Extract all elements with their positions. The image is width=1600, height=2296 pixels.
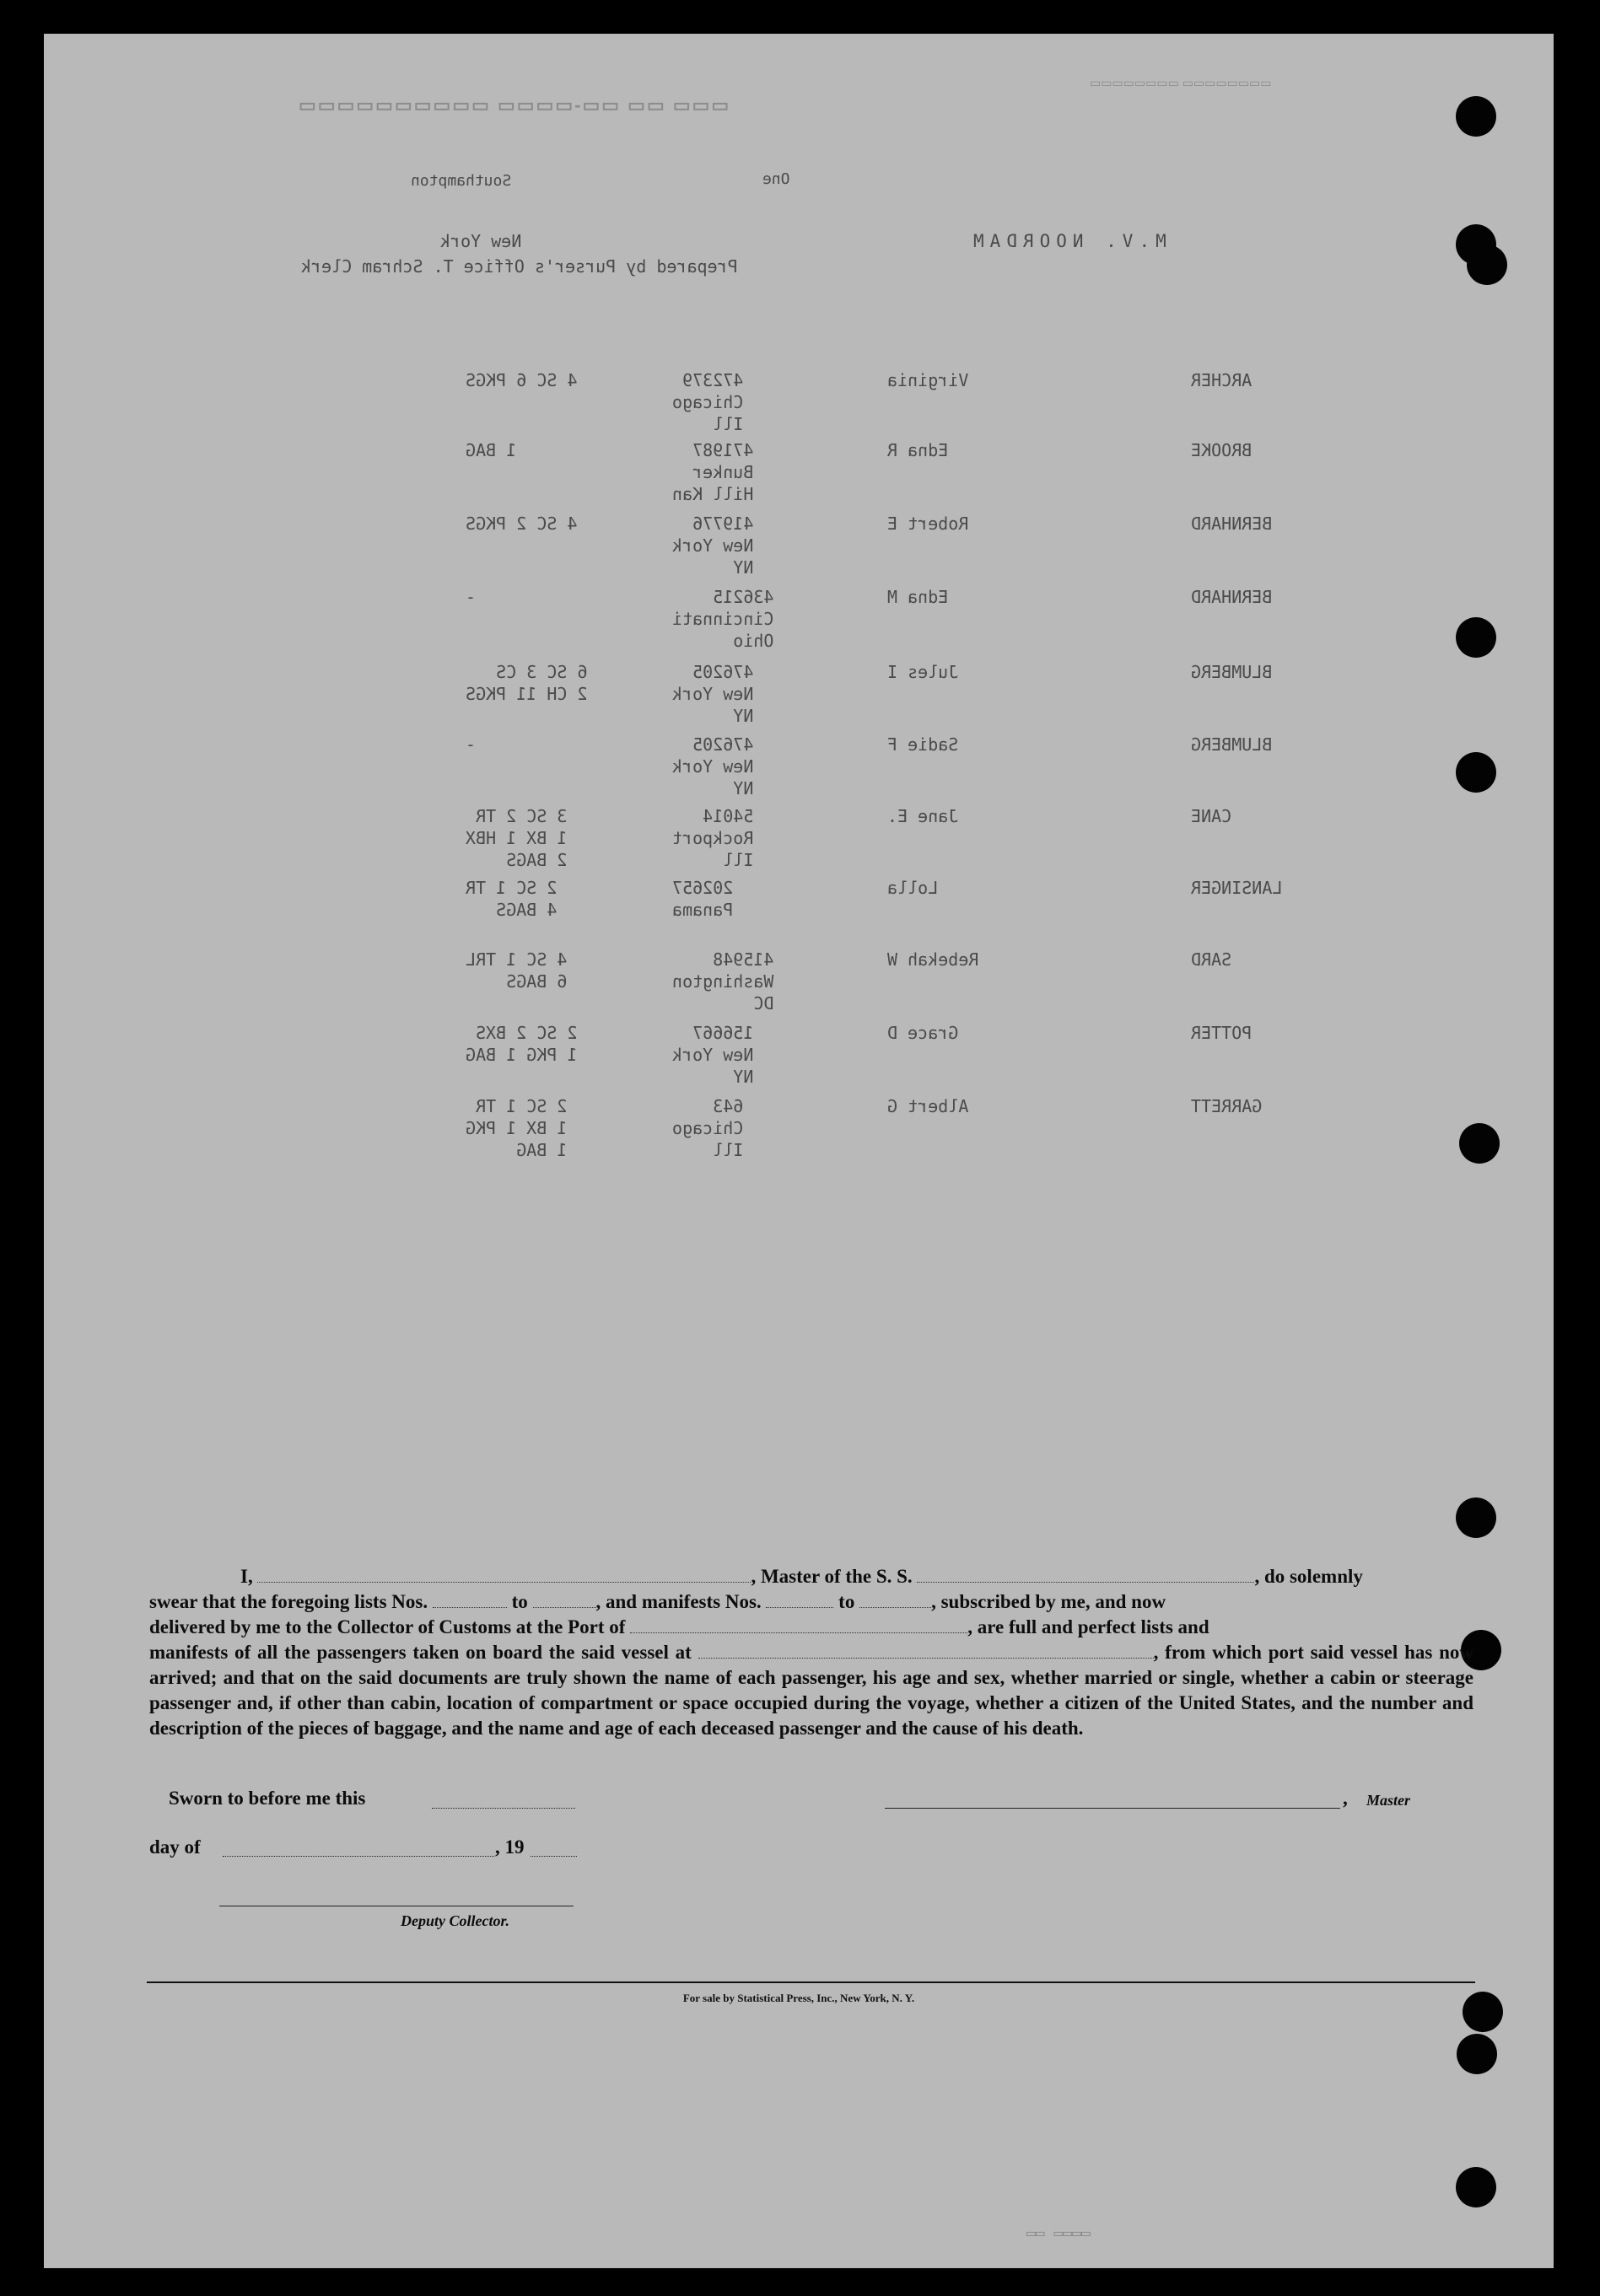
passenger-surname-line: POTTER bbox=[1191, 1023, 1253, 1043]
blank-manifest-from bbox=[766, 1590, 833, 1608]
passenger-given-name-line: Jane E. bbox=[887, 806, 959, 826]
hole-punch bbox=[1456, 2167, 1496, 2207]
passenger-baggage bbox=[466, 439, 516, 461]
passenger-baggage bbox=[466, 586, 476, 608]
passenger-given-name-line: Grace D bbox=[887, 1023, 959, 1043]
passenger-residence: Cincinnati bbox=[672, 609, 774, 629]
passenger-surname-line: SARD bbox=[1191, 949, 1232, 970]
passenger-baggage-line: 1 BX 1 HBX bbox=[466, 828, 568, 848]
passenger-baggage-line: 3 SC 2 TR bbox=[476, 806, 568, 826]
passenger-surname bbox=[1191, 734, 1272, 755]
passenger-baggage-line: 2 BAGS bbox=[506, 850, 568, 870]
passenger-residence: New York bbox=[672, 535, 754, 556]
passenger-residence: NY bbox=[733, 778, 754, 798]
passenger-residence: New York bbox=[672, 1045, 754, 1065]
oath-from-which: , from which bbox=[1153, 1642, 1262, 1663]
passenger-ticket-residence bbox=[672, 805, 753, 871]
passenger-baggage-line: 4 SC 6 PKGS bbox=[466, 370, 578, 390]
day-of-line bbox=[223, 1856, 494, 1857]
oath-rest: port said vessel has now arrived; and that on the said documents are truly shown the name of each passenger, his age and sex, whether married or single, whether a cabin or steerage passenger and, if other than cabin, location of compartment or space occupied during the voyage, whether a citizen of the United States, and the number and description of the pieces of baggage, and the name and age of each deceased passenger and the cause of his death. bbox=[149, 1642, 1474, 1739]
passenger-baggage bbox=[466, 369, 577, 391]
destination-city: New York bbox=[440, 231, 522, 251]
ship-name: M.V. NOORDAM bbox=[967, 231, 1166, 251]
passenger-baggage bbox=[466, 1095, 567, 1161]
passenger-baggage bbox=[466, 877, 557, 921]
passenger-baggage-line: - bbox=[466, 587, 477, 607]
passenger-baggage bbox=[466, 1022, 577, 1066]
passenger-baggage bbox=[466, 513, 577, 535]
deputy-label: Deputy Collector. bbox=[401, 1912, 509, 1929]
passenger-given-name bbox=[887, 661, 958, 683]
passenger-ticket: 476205 bbox=[692, 662, 754, 682]
year-prefix: , 19 bbox=[495, 1836, 525, 1858]
passenger-given-name bbox=[887, 439, 948, 461]
oath-and-manifests: , and manifests Nos. bbox=[595, 1591, 762, 1612]
passenger-surname bbox=[1191, 661, 1272, 683]
passenger-baggage-line: 1 BAG bbox=[466, 440, 517, 460]
passenger-baggage-line: 1 BX 1 PKG bbox=[466, 1118, 568, 1138]
passenger-given-name bbox=[887, 1022, 958, 1044]
passenger-given-name bbox=[887, 734, 958, 755]
bleed-page-number: ▭▭▭▭ ▭▭ bbox=[1026, 2224, 1091, 2242]
passenger-baggage-line: 2 SC 1 TR bbox=[466, 878, 558, 898]
passenger-residence: Ill bbox=[723, 850, 754, 870]
oath-manifests-all: manifests of all the passengers taken on board the said vessel at bbox=[149, 1642, 692, 1663]
passenger-residence: Rockport bbox=[672, 828, 754, 848]
passenger-ticket: 156667 bbox=[692, 1023, 754, 1043]
passenger-surname bbox=[1191, 805, 1231, 827]
passenger-given-name-line: Edna M bbox=[887, 587, 949, 607]
passenger-given-name-line: Edna R bbox=[887, 440, 949, 460]
blank-master-name bbox=[257, 1565, 751, 1583]
passenger-ticket-residence bbox=[672, 369, 743, 435]
passenger-given-name bbox=[887, 949, 978, 971]
passenger-baggage bbox=[466, 805, 567, 871]
passenger-surname-line: BLUMBERG bbox=[1191, 662, 1273, 682]
blank-list-from bbox=[433, 1590, 507, 1608]
passenger-ticket-residence bbox=[672, 949, 773, 1014]
passenger-ticket-residence bbox=[672, 1095, 743, 1161]
passenger-surname bbox=[1191, 369, 1252, 391]
blank-ship-name bbox=[917, 1565, 1254, 1583]
passenger-ticket-residence bbox=[672, 661, 753, 727]
passenger-ticket-residence bbox=[672, 439, 753, 505]
passenger-ticket-residence bbox=[672, 877, 733, 921]
passenger-residence: Chicago bbox=[672, 392, 744, 412]
passenger-given-name-line: Lolla bbox=[887, 878, 939, 898]
passenger-surname bbox=[1191, 877, 1282, 899]
passenger-baggage-line: 1 BAG bbox=[516, 1140, 568, 1160]
passenger-residence: Ohio bbox=[733, 631, 774, 651]
passenger-residence: New York bbox=[672, 684, 754, 704]
master-label: Master bbox=[1366, 1792, 1411, 1809]
footer-rule bbox=[147, 1981, 1475, 1983]
bleed-header-note: ▭▭▭▭▭▭▭▭ ▭▭▭▭▭▭▭▭ bbox=[1090, 76, 1272, 89]
day-of-label: day of bbox=[149, 1836, 201, 1858]
passenger-ticket: 643 bbox=[713, 1096, 744, 1116]
passenger-given-name-line: Jules I bbox=[887, 662, 959, 682]
passenger-given-name-line: Robert E bbox=[887, 514, 969, 534]
passenger-surname-line: BLUMBERG bbox=[1191, 734, 1273, 755]
blank-departure-port bbox=[698, 1641, 1154, 1659]
hole-punch bbox=[1456, 617, 1496, 658]
passenger-ticket: 472379 bbox=[682, 370, 744, 390]
oath-subscribed: , subscribed by me, and now bbox=[931, 1591, 1166, 1612]
passenger-residence: Hill Kan bbox=[672, 484, 754, 504]
passenger-residence: Chicago bbox=[672, 1118, 744, 1138]
passenger-ticket: 476205 bbox=[692, 734, 754, 755]
passenger-given-name-line: Virginia bbox=[887, 370, 969, 390]
oath-i: I, bbox=[240, 1566, 253, 1587]
oath-to: to bbox=[511, 1591, 528, 1612]
oath-master-of: , Master of the S. S. bbox=[751, 1566, 913, 1587]
hole-punch bbox=[1457, 2034, 1497, 2074]
passenger-surname bbox=[1191, 586, 1272, 608]
passenger-ticket-residence bbox=[672, 1022, 753, 1088]
oath-delivered: delivered by me to the Collector of Customs at the Port of bbox=[149, 1616, 626, 1637]
passenger-given-name bbox=[887, 1095, 968, 1117]
passenger-surname bbox=[1191, 1095, 1262, 1117]
passenger-baggage-line: 4 SC 2 PKGS bbox=[466, 514, 578, 534]
sworn-label: Sworn to before me this bbox=[169, 1788, 366, 1809]
passenger-surname-line: LANSINGER bbox=[1191, 878, 1283, 898]
passenger-surname-line: BROOKE bbox=[1191, 440, 1253, 460]
passenger-surname-line: CANE bbox=[1191, 806, 1232, 826]
oath-to: to bbox=[838, 1591, 855, 1612]
passenger-surname-line: GARRETT bbox=[1191, 1096, 1263, 1116]
sworn-date-line bbox=[432, 1808, 575, 1809]
passenger-surname-line: BERNHARD bbox=[1191, 514, 1273, 534]
passenger-given-name-line: Albert G bbox=[887, 1096, 969, 1116]
master-comma: , bbox=[1343, 1788, 1348, 1809]
passenger-given-name bbox=[887, 369, 968, 391]
passenger-ticket: 419776 bbox=[692, 514, 754, 534]
passenger-ticket: 202657 bbox=[672, 878, 734, 898]
passenger-surname bbox=[1191, 949, 1231, 971]
oath-paragraph bbox=[149, 1564, 1473, 1741]
port-value: Southampton bbox=[411, 172, 512, 190]
passenger-residence: NY bbox=[733, 1067, 754, 1087]
passenger-baggage-line: 4 SC 1 TRL bbox=[466, 949, 568, 970]
bleed-header-title: ▭▭▭ ▭▭ ▭▭-▭▭▭▭ ▭▭▭▭▭▭▭▭▭▭ bbox=[297, 94, 730, 116]
passenger-ticket-residence bbox=[672, 734, 753, 799]
blank-manifest-to bbox=[859, 1590, 931, 1608]
passenger-given-name-line: Rebekah W bbox=[887, 949, 979, 970]
passenger-ticket-residence bbox=[672, 513, 753, 578]
passenger-ticket-residence bbox=[672, 586, 773, 652]
passenger-residence: DC bbox=[753, 993, 774, 1014]
passenger-residence: Ill bbox=[713, 1140, 744, 1160]
passenger-baggage-line: 2 SC 2 BXS bbox=[476, 1023, 578, 1043]
passenger-residence: NY bbox=[733, 557, 754, 578]
passenger-given-name bbox=[887, 877, 938, 899]
blank-list-to bbox=[533, 1590, 596, 1608]
passenger-baggage-line: 1 PKG 1 BAG bbox=[466, 1045, 578, 1065]
hole-punch bbox=[1467, 245, 1507, 285]
oath-do-solemnly: , do solemnly bbox=[1254, 1566, 1363, 1587]
hole-punch bbox=[1456, 1498, 1496, 1538]
passenger-surname bbox=[1191, 1022, 1252, 1044]
passenger-given-name bbox=[887, 805, 958, 827]
passenger-ticket: 415948 bbox=[713, 949, 774, 970]
passenger-baggage bbox=[466, 734, 476, 755]
manifest-page bbox=[44, 34, 1554, 2268]
passenger-surname-line: BERNHARD bbox=[1191, 587, 1273, 607]
passenger-baggage bbox=[466, 949, 567, 992]
hole-punch bbox=[1456, 752, 1496, 793]
passenger-residence: NY bbox=[733, 706, 754, 726]
passenger-given-name-line: Sadie F bbox=[887, 734, 959, 755]
passenger-baggage-line: 6 SC 3 CS bbox=[496, 662, 588, 682]
hole-punch bbox=[1459, 1123, 1500, 1164]
passenger-given-name bbox=[887, 513, 968, 535]
year-line bbox=[531, 1856, 577, 1857]
passenger-ticket: 471987 bbox=[692, 440, 754, 460]
passenger-surname bbox=[1191, 439, 1252, 461]
passenger-baggage-line: 2 CH 11 PKGS bbox=[466, 684, 588, 704]
passenger-residence: Ill bbox=[713, 414, 744, 434]
prepared-by: Prepared by Purser's Office T. Schram Clerk bbox=[301, 256, 738, 277]
passenger-surname bbox=[1191, 513, 1272, 535]
master-signature-line bbox=[885, 1808, 1340, 1809]
passenger-residence: Panama bbox=[672, 900, 734, 920]
passenger-residence: Washington bbox=[672, 971, 774, 992]
passenger-residence: Bunker bbox=[692, 462, 754, 482]
passenger-given-name bbox=[887, 586, 948, 608]
printer-footer: For sale by Statistical Press, Inc., New York, N. Y. bbox=[682, 1992, 915, 2004]
passenger-surname-line: ARCHER bbox=[1191, 370, 1253, 390]
oath-swear: swear that the foregoing lists Nos. bbox=[149, 1591, 428, 1612]
passenger-baggage-line: 4 BAGS bbox=[496, 900, 558, 920]
passenger-baggage bbox=[466, 661, 588, 705]
passenger-baggage-line: - bbox=[466, 734, 477, 755]
blank-port bbox=[630, 1616, 967, 1633]
passenger-residence: New York bbox=[672, 756, 754, 777]
passenger-baggage-line: 2 SC 1 TR bbox=[476, 1096, 568, 1116]
passenger-ticket: 54014 bbox=[703, 806, 754, 826]
passenger-ticket: 436215 bbox=[713, 587, 774, 607]
passenger-baggage-line: 6 BAGS bbox=[506, 971, 568, 992]
oath-are-full: , are full and perfect lists and bbox=[967, 1616, 1209, 1637]
class-value: One bbox=[762, 170, 790, 188]
hole-punch bbox=[1456, 96, 1496, 137]
